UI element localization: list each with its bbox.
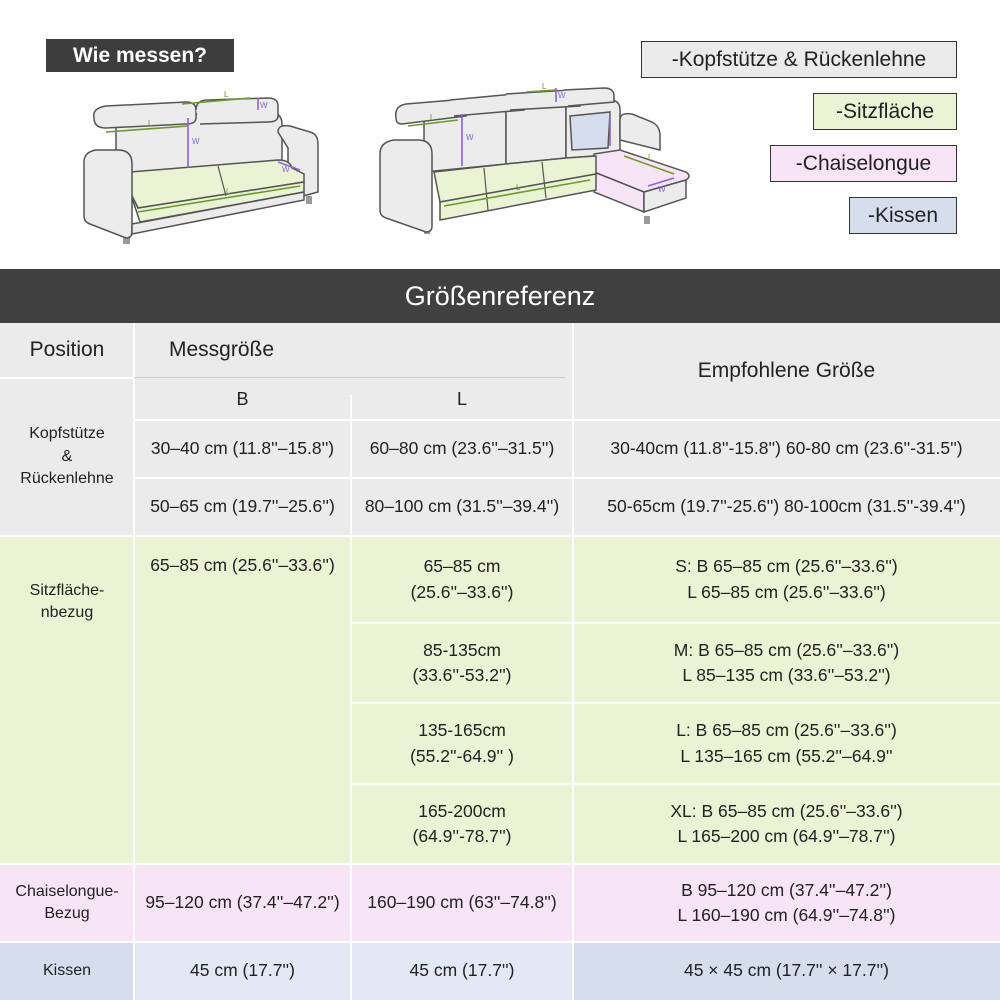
seat-l-xl: 165-200cm (64.9''-78.7'') bbox=[351, 784, 573, 864]
seat-l-l: 135-165cm (55.2''-64.9'' ) bbox=[351, 703, 573, 784]
seat-recommended-s: S: B 65–85 cm (25.6''–33.6'') L 65–85 cm (25.6''–33.6'') bbox=[573, 536, 1000, 623]
grid-divider bbox=[572, 323, 574, 1000]
grid-divider bbox=[0, 941, 1000, 943]
sofa-illustration-sectional bbox=[374, 80, 696, 240]
legend-seat: -Sitzfläche bbox=[813, 93, 957, 130]
grid-divider bbox=[0, 377, 134, 379]
table-title: Größenreferenz bbox=[0, 269, 1000, 323]
how-to-measure-label: Wie messen? bbox=[46, 39, 234, 72]
headrest-r1-recommended: 30-40cm (11.8''-15.8'') 60-80 cm (23.6''-31.5'') bbox=[573, 420, 1000, 478]
chaise-recommended: B 95–120 cm (37.4''–47.2'') L 160–190 cm (64.9''–74.8'') bbox=[573, 864, 1000, 942]
seat-l-m: 85-135cm (33.6''-53.2'') bbox=[351, 623, 573, 703]
chaise-b: 95–120 cm (37.4''–47.2'') bbox=[134, 864, 351, 942]
svg-text:W: W bbox=[260, 101, 268, 110]
headrest-r2-b: 50–65 cm (19.7''–25.6'') bbox=[134, 478, 351, 536]
seat-recommended-l: L: B 65–85 cm (25.6''–33.6'') L 135–165 cm (55.2''–64.9'' bbox=[573, 703, 1000, 784]
header-b: B bbox=[134, 378, 351, 420]
svg-text:W: W bbox=[466, 133, 474, 142]
grid-divider bbox=[351, 783, 1000, 785]
header-measure: Messgröße bbox=[134, 323, 573, 378]
svg-text:L: L bbox=[148, 119, 153, 128]
row-label-seat: Sitzfläche- nbezug bbox=[0, 536, 134, 864]
row-label-chaise: Chaiselongue- Bezug bbox=[0, 864, 134, 942]
legend-cushion: -Kissen bbox=[849, 197, 957, 234]
cushion-l: 45 cm (17.7'') bbox=[351, 942, 573, 1000]
seat-recommended-m: M: B 65–85 cm (25.6''–33.6'') L 85–135 cm (33.6''–53.2'') bbox=[573, 623, 1000, 703]
header-position: Position bbox=[0, 323, 134, 378]
svg-text:W: W bbox=[558, 91, 566, 100]
headrest-r1-b: 30–40 cm (11.8''–15.8'') bbox=[134, 420, 351, 478]
legend-chaise: -Chaiselongue bbox=[770, 145, 957, 182]
headrest-r2-recommended: 50-65cm (19.7''-25.6'') 80-100cm (31.5''-39.4'') bbox=[573, 478, 1000, 536]
svg-text:L: L bbox=[226, 187, 231, 196]
grid-divider bbox=[134, 477, 1000, 479]
grid-divider bbox=[134, 419, 1000, 421]
row-label-headrest: Kopfstütze & Rückenlehne bbox=[0, 378, 134, 536]
headrest-r1-l: 60–80 cm (23.6''–31.5'') bbox=[351, 420, 573, 478]
grid-divider bbox=[134, 377, 566, 378]
header-l: L bbox=[351, 378, 573, 420]
svg-text:L: L bbox=[648, 153, 653, 162]
seat-l-s: 65–85 cm (25.6''–33.6'') bbox=[351, 536, 573, 623]
grid-divider bbox=[351, 622, 1000, 624]
legend-headrest-backrest: -Kopfstütze & Rückenlehne bbox=[641, 41, 957, 78]
cushion-recommended: 45 × 45 cm (17.7'' × 17.7'') bbox=[573, 942, 1000, 1000]
grid-divider bbox=[133, 323, 135, 1000]
svg-text:L: L bbox=[224, 90, 229, 99]
svg-text:W: W bbox=[282, 165, 290, 174]
svg-text:W: W bbox=[658, 185, 666, 194]
svg-text:L: L bbox=[542, 82, 547, 91]
headrest-r2-l: 80–100 cm (31.5''–39.4'') bbox=[351, 478, 573, 536]
seat-b: 65–85 cm (25.6''–33.6'') bbox=[134, 536, 351, 864]
chaise-l: 160–190 cm (63''–74.8'') bbox=[351, 864, 573, 942]
sofa-illustration-two-seater bbox=[78, 88, 324, 250]
grid-divider bbox=[351, 702, 1000, 704]
header-recommended: Empfohlene Größe bbox=[573, 323, 1000, 420]
row-label-cushion: Kissen bbox=[0, 942, 134, 1000]
svg-text:W: W bbox=[192, 137, 200, 146]
grid-divider bbox=[350, 395, 352, 864]
cushion-b: 45 cm (17.7'') bbox=[134, 942, 351, 1000]
grid-divider bbox=[0, 863, 1000, 865]
svg-text:L: L bbox=[516, 183, 521, 192]
grid-divider bbox=[0, 535, 1000, 537]
grid-divider bbox=[350, 864, 352, 1000]
seat-recommended-xl: XL: B 65–85 cm (25.6''–33.6'') L 165–200 cm (64.9''–78.7'') bbox=[573, 784, 1000, 864]
svg-text:L: L bbox=[430, 113, 435, 122]
